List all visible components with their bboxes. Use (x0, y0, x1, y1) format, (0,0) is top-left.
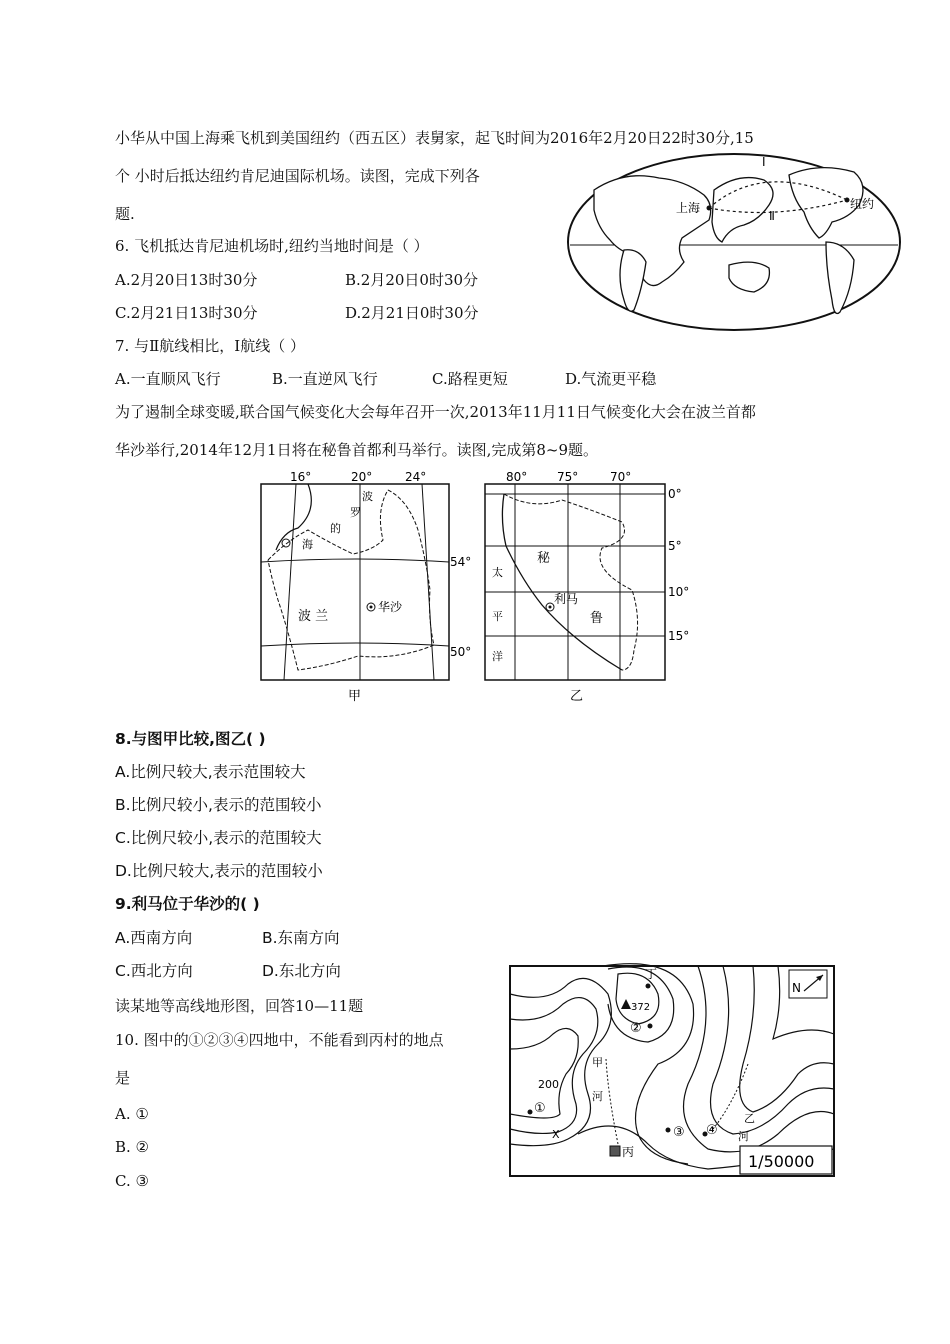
label-he-2: 河 (738, 1130, 749, 1143)
q6-option-c: C.2月21日13时30分 (115, 304, 258, 322)
yi-caption: 乙 (570, 689, 584, 704)
q7-option-b: B.一直逆风飞行 (272, 370, 378, 388)
contour-map-figure (508, 964, 838, 1180)
scale-label: 1/50000 (748, 1152, 815, 1171)
intro2-line1: 为了遏制全球变暖,联合国气候变化大会每年召开一次,2013年11月11日气候变化大会在波兰首都 (115, 403, 756, 421)
yi-lat-5: 5° (668, 539, 682, 553)
yi-ocean-char-2: 平 (492, 610, 503, 623)
label-shanghai: 上海 (676, 201, 701, 215)
jia-lat-54: 54° (450, 555, 472, 569)
q6-option-b: B.2月20日0时30分 (345, 271, 479, 289)
q7-option-d: D.气流更平稳 (565, 370, 657, 388)
q8-stem: 8.与图甲比较,图乙( ) (115, 730, 266, 748)
label-ding: 丁 (645, 967, 658, 981)
label-he-1: 河 (592, 1090, 603, 1103)
label-route-2: Ⅱ (769, 209, 775, 223)
yi-lat-10: 10° (668, 585, 690, 599)
q10-stem-line1: 10. 图中的①②③④四地中，不能看到丙村的地点 (115, 1031, 444, 1049)
intro3-line1: 读某地等高线地形图，回答10—11题 (115, 997, 364, 1015)
yi-lat-0: 0° (668, 487, 682, 501)
label-jia: 甲 (592, 1056, 603, 1069)
yi-ocean-char-1: 太 (492, 566, 503, 579)
q9-option-d: D.东北方向 (262, 962, 341, 980)
yi-lon-70: 70° (610, 470, 632, 484)
label-bing: 丙 (622, 1145, 635, 1159)
jia-lat-50: 50° (450, 645, 472, 659)
q9-option-c: C.西北方向 (115, 962, 193, 980)
jia-lon-16: 16° (290, 470, 312, 484)
peak-value: 372 (631, 1002, 651, 1013)
jia-sea-char-1: 波 (362, 490, 373, 503)
yi-lon-80: 80° (506, 470, 528, 484)
jia-sea-char-3: 的 (330, 522, 341, 535)
q9-option-b: B.东南方向 (262, 929, 340, 947)
q7-option-a: A.一直顺风飞行 (115, 370, 221, 388)
yi-ocean-char-3: 洋 (492, 650, 503, 663)
q10-stem-line2: 是 (115, 1069, 131, 1087)
q6-stem: 6. 飞机抵达肯尼迪机场时,纽约当地时间是（ ） (115, 237, 429, 255)
jia-country: 波 兰 (298, 609, 329, 624)
label-route-1: I (762, 155, 766, 169)
yi-lat-15: 15° (668, 629, 690, 643)
q8-option-a: A.比例尺较大,表示范围较大 (115, 763, 306, 781)
north-label: N (792, 981, 801, 995)
q10-option-b: B. ② (115, 1138, 150, 1156)
q7-stem: 7. 与Ⅱ航线相比，Ⅰ航线（ ） (115, 337, 305, 355)
q8-option-d: D.比例尺较大,表示的范围较小 (115, 862, 323, 880)
point-4: ④ (706, 1123, 718, 1138)
map-yi-figure (482, 470, 692, 705)
q8-option-b: B.比例尺较小,表示的范围较小 (115, 796, 322, 814)
point-3: ③ (673, 1125, 685, 1140)
point-2: ② (630, 1021, 642, 1036)
jia-sea-char-4: 海 (302, 538, 313, 551)
label-newyork: 纽约 (850, 197, 875, 211)
q10-option-a: A. ① (115, 1105, 149, 1123)
jia-lon-24: 24° (405, 470, 427, 484)
q6-option-d: D.2月21日0时30分 (345, 304, 479, 322)
intro2-line2: 华沙举行,2014年12月1日将在秘鲁首都利马举行。读图,完成第8~9题。 (115, 441, 598, 459)
yi-city: 利马 (554, 592, 579, 606)
jia-sea-char-2: 罗 (350, 506, 361, 519)
label-x: X (552, 1128, 560, 1141)
q8-option-c: C.比例尺较小,表示的范围较大 (115, 829, 322, 847)
yi-country-1: 秘 (537, 551, 551, 566)
intro1-line3: 题. (115, 205, 135, 223)
q10-option-c: C. ③ (115, 1172, 149, 1190)
point-1: ① (534, 1101, 546, 1116)
yi-country-2: 鲁 (590, 611, 604, 626)
world-map-figure (564, 150, 904, 335)
yi-lon-75: 75° (557, 470, 579, 484)
jia-caption: 甲 (348, 689, 362, 704)
q7-option-c: C.路程更短 (432, 370, 508, 388)
map-jia-figure (258, 470, 472, 705)
q9-option-a: A.西南方向 (115, 929, 193, 947)
q9-stem: 9.利马位于华沙的( ) (115, 895, 260, 913)
label-yi: 乙 (744, 1112, 755, 1125)
contour-value: 200 (538, 1078, 559, 1091)
q6-option-a: A.2月20日13时30分 (115, 271, 258, 289)
intro1-line2: 个 小时后抵达纽约肯尼迪国际机场。读图，完成下列各 (115, 167, 480, 185)
jia-city: 华沙 (378, 600, 403, 614)
intro1-line1: 小华从中国上海乘飞机到美国纽约（西五区）表舅家，起飞时间为2016年2月20日22时30分,15 (115, 129, 754, 147)
jia-lon-20: 20° (351, 470, 373, 484)
